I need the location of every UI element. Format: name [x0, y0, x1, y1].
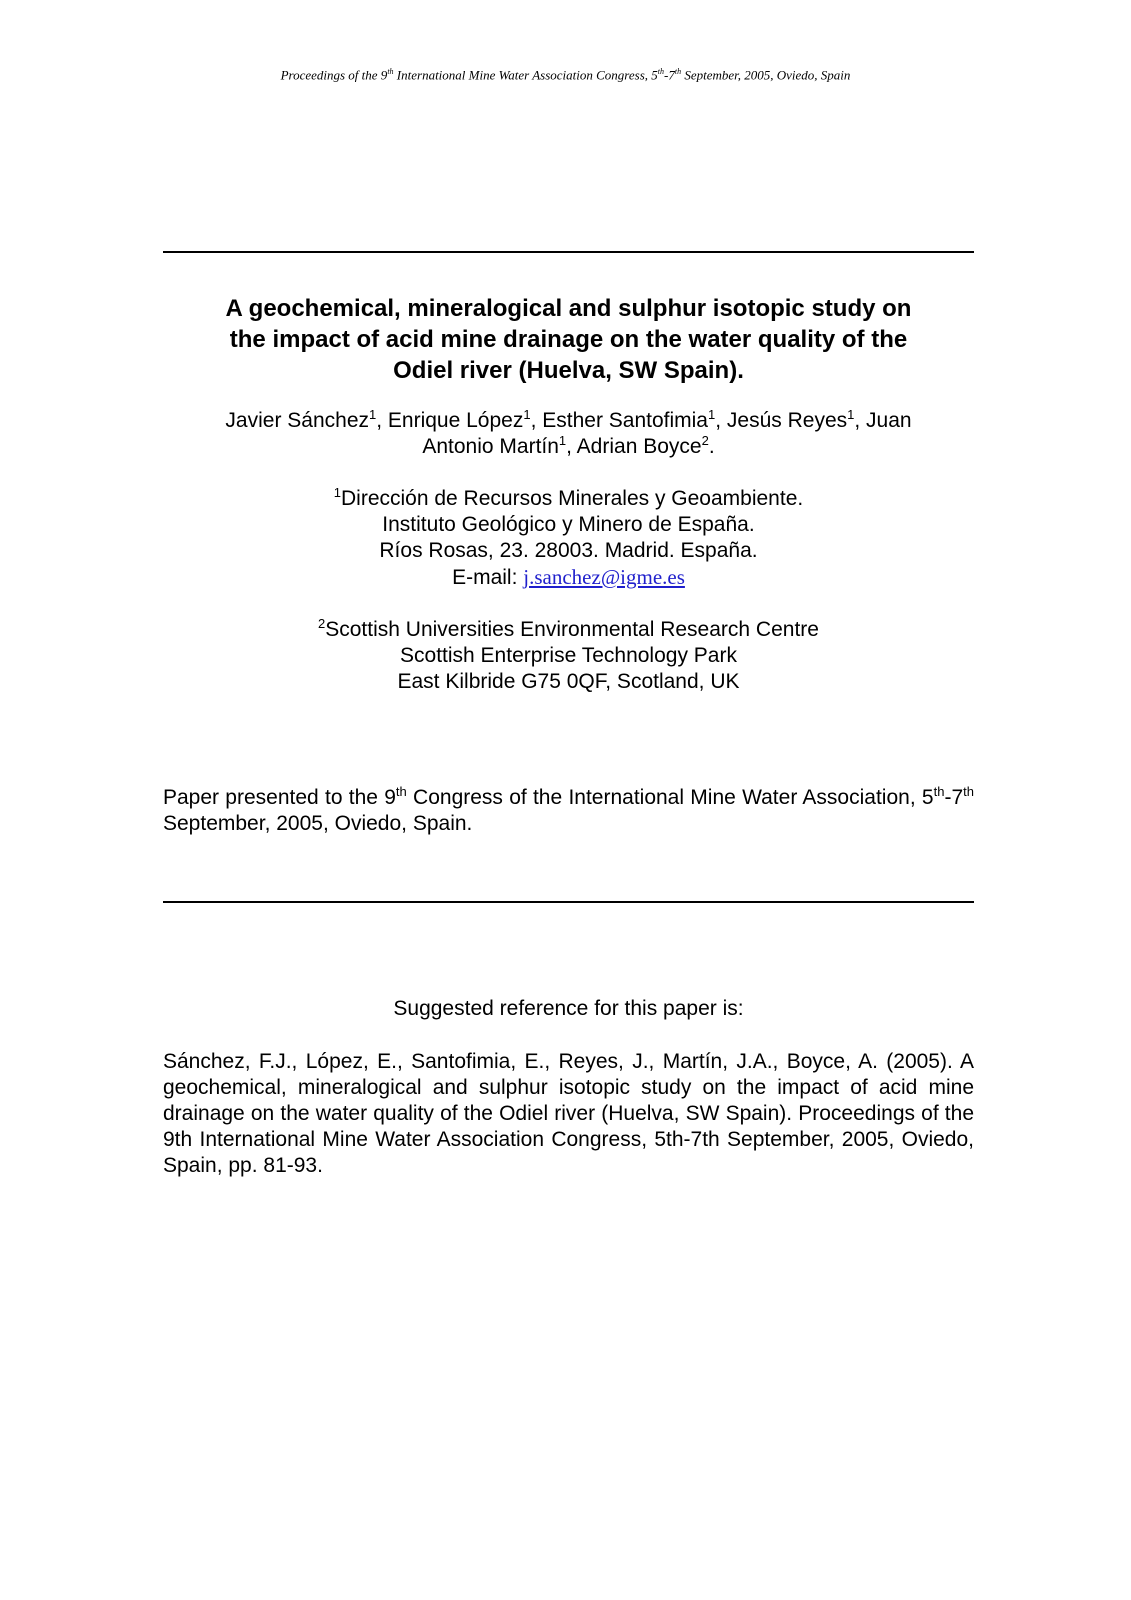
affiliation-line: Scottish Enterprise Technology Park	[400, 644, 737, 667]
email-link[interactable]: j.sanchez@igme.es	[523, 565, 685, 589]
running-header-text: Proceedings of the 9	[280, 67, 388, 83]
running-header-sup: th	[674, 67, 682, 76]
affiliation-1	[163, 486, 974, 591]
author-name: , Jesús Reyes	[715, 409, 848, 432]
author-affiliation-mark: 1	[558, 433, 567, 448]
suggested-reference-heading: Suggested reference for this paper is:	[393, 997, 744, 1020]
presentation-text: -7	[944, 786, 964, 809]
author-name: , Esther Santofimia	[530, 409, 708, 432]
presentation-sup: th	[933, 784, 945, 799]
affiliation-mark: 2	[318, 616, 326, 631]
email-label: E-mail:	[452, 566, 524, 589]
presentation-text: Paper presented to the 9	[163, 786, 396, 809]
affiliation-line: Ríos Rosas, 23. 28003. Madrid. España.	[379, 539, 758, 562]
affiliation-line: Dirección de Recursos Minerales y Geoambiente.	[341, 487, 804, 510]
running-header-text: International Mine Water Association Congress, 5	[393, 67, 658, 83]
title-line: A geochemical, mineralogical and sulphur isotopic study on	[225, 295, 912, 322]
running-header	[0, 67, 1131, 83]
running-header-text: September, 2005, Oviedo, Spain	[681, 67, 851, 83]
presentation-note	[163, 785, 974, 837]
author-list	[163, 408, 974, 460]
paper-title	[163, 293, 974, 386]
affiliation-mark: 1	[333, 485, 341, 500]
author-list-end: .	[708, 435, 715, 458]
top-divider	[163, 251, 974, 253]
author-affiliation-mark: 2	[701, 433, 709, 448]
author-affiliation-mark: 1	[523, 407, 531, 422]
affiliation-2	[163, 617, 974, 695]
affiliation-line: East Kilbride G75 0QF, Scotland, UK	[397, 670, 740, 693]
presentation-text: September, 2005, Oviedo, Spain.	[163, 812, 473, 835]
running-header-text: -7	[664, 67, 675, 83]
presentation-sup: th	[963, 784, 974, 799]
title-line: the impact of acid mine drainage on the water quality of the	[229, 326, 908, 353]
running-header-sup: th	[387, 67, 394, 76]
author-affiliation-mark: 1	[369, 407, 377, 422]
author-name: , Juan	[854, 409, 912, 432]
bottom-divider	[163, 901, 974, 903]
author-name: Antonio Martín	[422, 435, 559, 458]
title-line: Odiel river (Huelva, SW Spain).	[393, 357, 744, 384]
author-affiliation-mark: 1	[708, 407, 716, 422]
author-name: , Enrique López	[376, 409, 524, 432]
author-name: , Adrian Boyce	[566, 435, 702, 458]
affiliation-line: Scottish Universities Environmental Research Centre	[325, 618, 819, 641]
author-name: Javier Sánchez	[225, 409, 369, 432]
reference-citation: Sánchez, F.J., López, E., Santofimia, E., Reyes, J., Martín, J.A., Boyce, A. (2005). A geochemical, mineralogical and sulphur isotopic study on the impact of acid mine drainage on the water quality of the Odiel river (Huelva, SW Spain). Proceedings of the 9th International Mine Water Association Congress, 5th-7th September, 2005, Oviedo, Spain, pp. 81-93.	[163, 1050, 974, 1177]
presentation-text: Congress of the International Mine Water Association, 5	[406, 786, 934, 809]
running-header-sup: th	[657, 67, 664, 76]
affiliation-line: Instituto Geológico y Minero de España.	[382, 513, 755, 536]
author-affiliation-mark: 1	[847, 407, 855, 422]
presentation-sup: th	[395, 784, 407, 799]
